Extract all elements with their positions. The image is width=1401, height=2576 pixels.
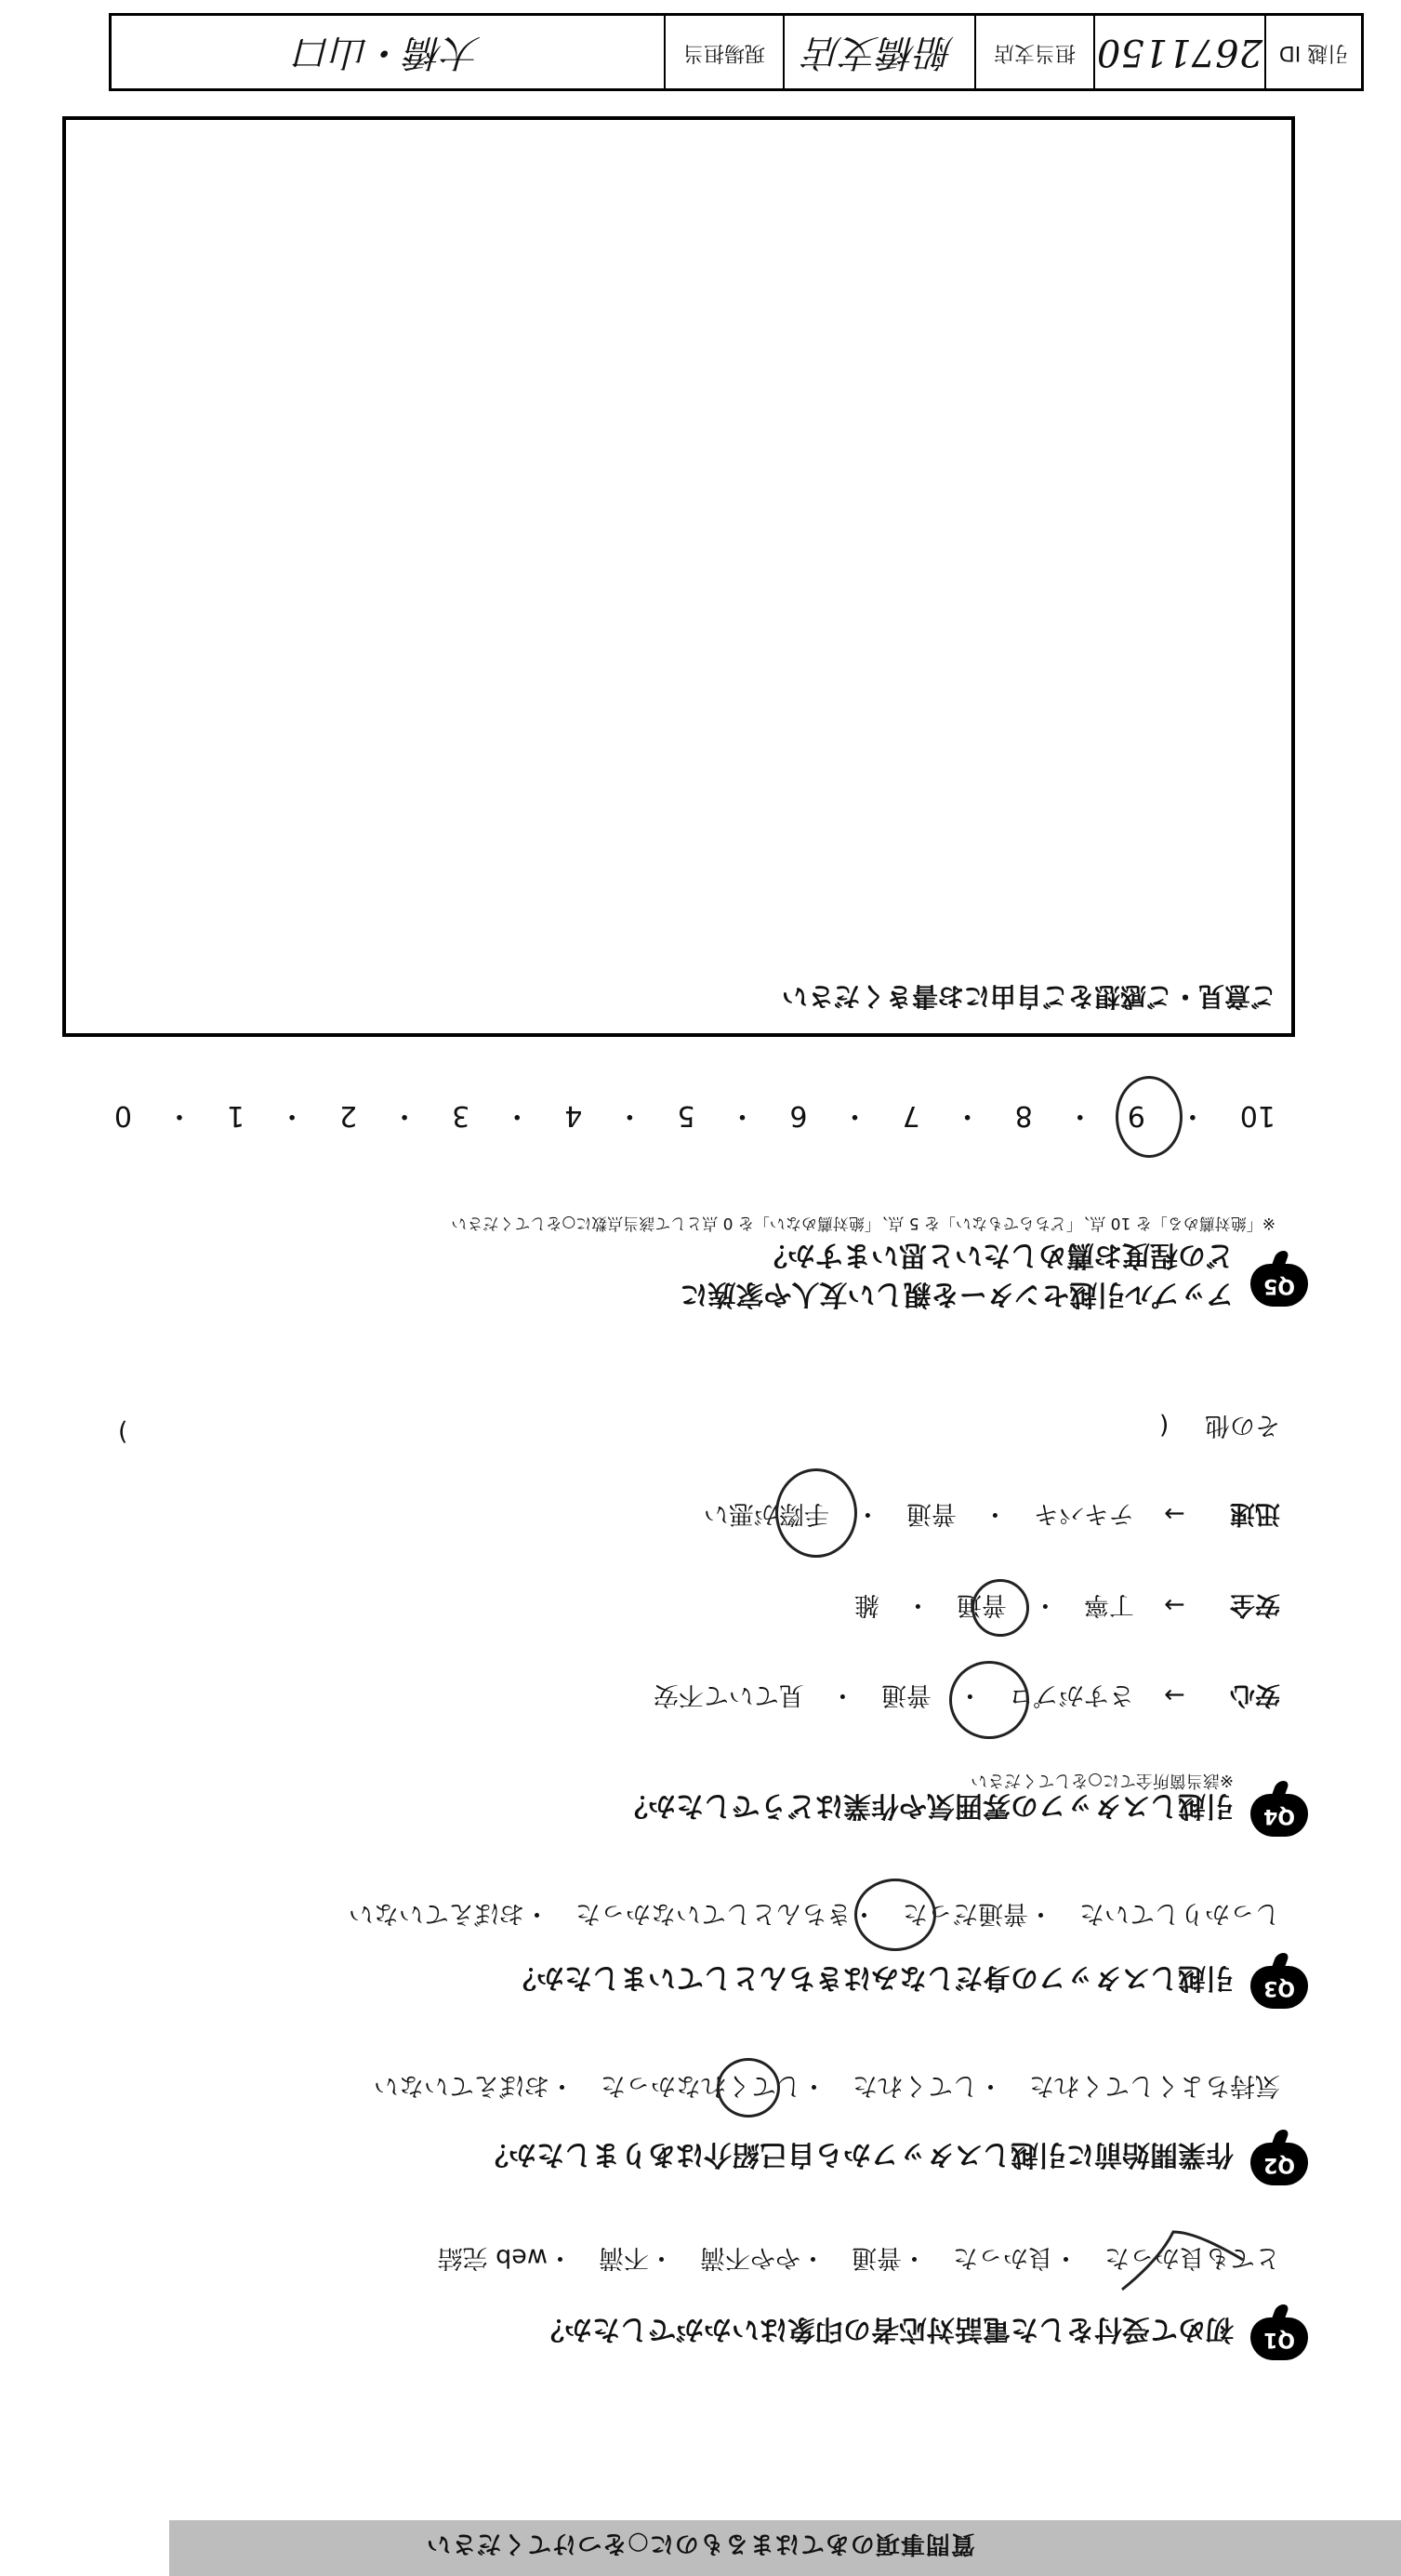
- q4-option[interactable]: さすがプロ: [1008, 1680, 1134, 1709]
- q4-option[interactable]: 手際が悪い: [703, 1499, 829, 1528]
- score-option[interactable]: 2: [339, 1099, 358, 1132]
- id-label-cell: [1264, 16, 1361, 88]
- q4-row-label: 迅速: [1230, 1499, 1280, 1528]
- instruction-banner: [169, 2520, 1401, 2576]
- branch-value-cell: [783, 16, 974, 88]
- q3-badge: Q3: [1250, 1966, 1308, 2009]
- score-option[interactable]: 1: [226, 1099, 245, 1132]
- q3-option[interactable]: きちんとしていなかった: [575, 1899, 852, 1928]
- q4-option[interactable]: 普通: [905, 1499, 957, 1528]
- instruction-text: 質問事項のあてはまるものに○をつけてください: [426, 2530, 975, 2557]
- q5-text-line1: アップル引越センターを親しい友人や家族に: [680, 1278, 1234, 1310]
- question-1: [99, 2295, 1308, 2370]
- q2-option[interactable]: おぼえていない: [374, 2071, 549, 2100]
- q4-option[interactable]: テキパキ: [1033, 1499, 1134, 1528]
- branch-label-cell: [974, 16, 1093, 88]
- q2-options: 気持ちよくしてくれた・してくれた・してくれなかった・おぼえていない: [374, 2070, 1280, 2106]
- q4-other-open: (: [1158, 1411, 1170, 1440]
- q5-score-scale: 10・9・8・7・6・5・4・3・2・1・0: [113, 1099, 1275, 1132]
- question-5: [99, 1204, 1308, 1334]
- branch-label: 担当支店: [994, 41, 1077, 64]
- q3-options: しっかりしていた・普通だった・きちんとしていなかった・おぼえていない: [349, 1898, 1280, 1934]
- q5-answer-circle: [1116, 1076, 1183, 1158]
- q4-other: [118, 1410, 1280, 1446]
- leader-value-cell: [112, 16, 664, 88]
- score-option[interactable]: 5: [677, 1099, 695, 1132]
- q4-text: 引越しスタッフの雰囲気や作業はどうでしたか？: [620, 1789, 1234, 1822]
- id-label: 引越 ID: [1278, 41, 1349, 64]
- score-option[interactable]: 9: [1127, 1099, 1145, 1132]
- q1-option[interactable]: web 完結: [437, 2243, 548, 2272]
- question-2: [99, 2120, 1308, 2195]
- q4-other-label: その他: [1205, 1411, 1280, 1440]
- q4-note: ※該当箇所全てに○をしてください: [971, 1771, 1234, 1790]
- comment-box[interactable]: [62, 116, 1295, 1037]
- q5-text-line2: どの程度お薦めしたいと思いますか？: [760, 1239, 1234, 1271]
- q4-safety-circle: [971, 1579, 1029, 1637]
- q1-option[interactable]: やや不満: [700, 2243, 800, 2272]
- q1-options: とても良かった・良かった・普通・やや不満・不満・web 完結: [438, 2242, 1280, 2278]
- q3-answer-circle: [854, 1879, 936, 1951]
- q1-text: 初めて受付をした電話対応者の印象はいかがでしたか？: [536, 2313, 1234, 2345]
- q1-option[interactable]: とても良かった: [1104, 2243, 1280, 2272]
- score-option[interactable]: 7: [902, 1099, 920, 1132]
- q2-answer-circle: [717, 2058, 780, 2118]
- q4-option[interactable]: 普通: [956, 1590, 1007, 1619]
- q4-option[interactable]: 丁寧: [1083, 1590, 1134, 1619]
- q3-option[interactable]: しっかりしていた: [1079, 1899, 1280, 1928]
- id-table: [109, 13, 1364, 91]
- score-option[interactable]: 3: [452, 1099, 470, 1132]
- branch-value: 船橋支店: [805, 31, 954, 73]
- q4-relief-circle: [949, 1661, 1029, 1739]
- arrow-icon: →: [1164, 1680, 1185, 1709]
- id-value: 2671150: [1096, 31, 1263, 73]
- score-option[interactable]: 10: [1239, 1099, 1275, 1132]
- q3-option[interactable]: 普通だった: [903, 1899, 1028, 1928]
- q4-row-safety: 安全 → 丁寧・普通・雑: [854, 1589, 1280, 1626]
- q2-option[interactable]: してくれなかった: [601, 2071, 801, 2100]
- arrow-icon: →: [1164, 1590, 1185, 1619]
- score-option[interactable]: 6: [789, 1099, 808, 1132]
- q1-option[interactable]: 不満: [599, 2243, 649, 2272]
- question-3: [99, 1944, 1308, 2018]
- q4-option[interactable]: 雑: [853, 1590, 879, 1619]
- q3-option[interactable]: おぼえていない: [349, 1899, 524, 1928]
- q2-option[interactable]: 気持ちよくしてくれた: [1029, 2071, 1280, 2100]
- leader-label: 現場担当: [683, 41, 766, 64]
- q4-row-label: 安全: [1230, 1590, 1280, 1619]
- q4-row-speed: 迅速 → テキパキ・普通・手際が悪い: [704, 1498, 1280, 1534]
- q1-option[interactable]: 良かった: [953, 2243, 1053, 2272]
- arrow-icon: →: [1164, 1499, 1185, 1528]
- q4-other-close: ): [118, 1417, 128, 1446]
- question-4: [99, 1772, 1308, 1846]
- score-option[interactable]: 8: [1014, 1099, 1033, 1132]
- score-option[interactable]: 4: [564, 1099, 583, 1132]
- q1-badge: Q1: [1250, 2317, 1308, 2360]
- q4-option[interactable]: 見ていて不安: [653, 1680, 804, 1709]
- q4-row-relief: 安心 → さすがプロ・普通・見ていて不安: [654, 1680, 1280, 1716]
- q1-checkmark: [1113, 2223, 1252, 2297]
- score-option[interactable]: 0: [113, 1099, 132, 1132]
- q4-row-label: 安心: [1230, 1680, 1280, 1709]
- comment-title: ご意見・ご感想をご自由にお書きください: [781, 981, 1276, 1012]
- q2-option[interactable]: してくれた: [852, 2071, 978, 2100]
- leader-label-cell: [664, 16, 783, 88]
- id-value-cell: [1093, 16, 1264, 88]
- leader-value: 大橋・山口: [295, 31, 481, 73]
- q5-badge: Q5: [1250, 1264, 1308, 1307]
- q2-badge: Q2: [1250, 2143, 1308, 2185]
- q4-badge: Q4: [1250, 1794, 1308, 1837]
- q3-text: 引越しスタッフの身だしなみはきちんとしていましたか？: [509, 1961, 1234, 1994]
- q2-text: 作業開始前に引越しスタッフから自己紹介はありましたか？: [481, 2138, 1234, 2171]
- q5-note: ※「絶対薦める」を 10 点、「どちらでもない」を 5 点、「絶対薦めない」を 0 点として該当点数に○をしてください: [451, 1214, 1275, 1232]
- q4-option[interactable]: 普通: [880, 1680, 932, 1709]
- q4-speed-circle: [775, 1468, 857, 1558]
- q1-option[interactable]: 普通: [852, 2243, 902, 2272]
